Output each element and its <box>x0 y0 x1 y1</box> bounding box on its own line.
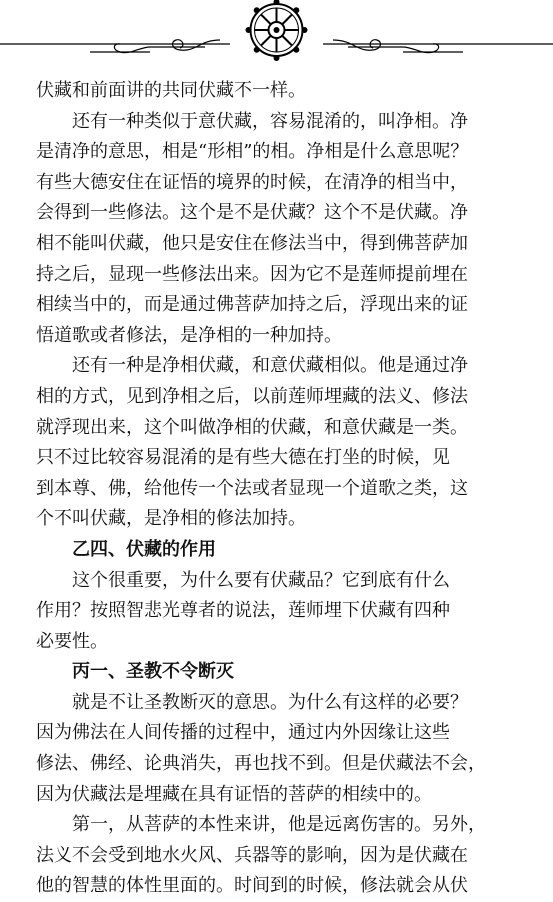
text-line: 只不过比较容易混淆的是有些大德在打坐的时候，见 <box>36 447 450 469</box>
text-line: 还有一种类似于意伏藏，容易混淆的，叫净相。净 <box>72 110 468 132</box>
text-line: 相续当中的，而是通过佛菩萨加持之后，浮现出来的证 <box>36 294 468 316</box>
text-line: 会得到一些修法。这个是不是伏藏？这个不是伏藏。净 <box>36 202 468 224</box>
text-line: 是清净的意思，相是“形相”的相。净相是什么意思呢？ <box>36 141 469 163</box>
left-scroll-ornament <box>0 40 230 53</box>
text-line: 因为伏藏法是埋藏在具有证悟的菩萨的相续中的。 <box>36 783 432 805</box>
text-line: 就浮现出来，这个叫做净相的伏藏，和意伏藏是一类。 <box>36 416 468 438</box>
text-line: 因为佛法在人间传播的过程中，通过内外因缘让这些 <box>36 722 450 744</box>
text-line: 这个很重要，为什么要有伏藏品？它到底有什么 <box>72 569 450 591</box>
text-line: 持之后，显现一些修法出来。因为它不是莲师提前埋在 <box>36 263 468 285</box>
text-line: 修法、佛经、论典消失，再也找不到。但是伏藏法不会， <box>36 753 486 775</box>
right-scroll-ornament <box>323 40 553 53</box>
text-line: 还有一种是净相伏藏，和意伏藏相似。他是通过净 <box>72 355 468 377</box>
text-line: 必要性。 <box>36 630 108 652</box>
text-line: 第一，从菩萨的本性来讲，他是远离伤害的。另外， <box>72 814 486 836</box>
header-ornament <box>0 0 553 70</box>
text-line: 有些大德安住在证悟的境界的时候，在清净的相当中， <box>36 171 468 193</box>
text-line: 悟道歌或者修法，是净相的一种加持。 <box>36 324 342 346</box>
text-line: 作用？按照智悲光尊者的说法，莲师埋下伏藏有四种 <box>36 600 450 622</box>
section-heading: 丙一、圣教不令断灭 <box>72 661 234 683</box>
section-heading: 乙四、伏藏的作用 <box>72 538 216 560</box>
text-line: 他的智慧的体性里面的。时间到的时候，修法就会从伏 <box>36 875 468 897</box>
text-line: 相的方式，见到净相之后，以前莲师埋藏的法义、修法 <box>36 385 468 407</box>
text-line: 法义不会受到地水火风、兵器等的影响，因为是伏藏在 <box>36 844 468 866</box>
body-text <box>36 76 522 902</box>
text-line: 相不能叫伏藏，他只是安住在修法当中，得到佛菩萨加 <box>36 232 468 254</box>
dharma-wheel-icon <box>246 0 308 61</box>
text-line: 伏藏和前面讲的共同伏藏不一样。 <box>36 80 306 101</box>
text-line: 到本尊、佛，给他传一个法或者显现一个道歌之类，这 <box>36 477 468 499</box>
text-line: 就是不让圣教断灭的意思。为什么有这样的必要？ <box>72 691 468 713</box>
text-line: 个不叫伏藏，是净相的修法加持。 <box>36 508 306 530</box>
